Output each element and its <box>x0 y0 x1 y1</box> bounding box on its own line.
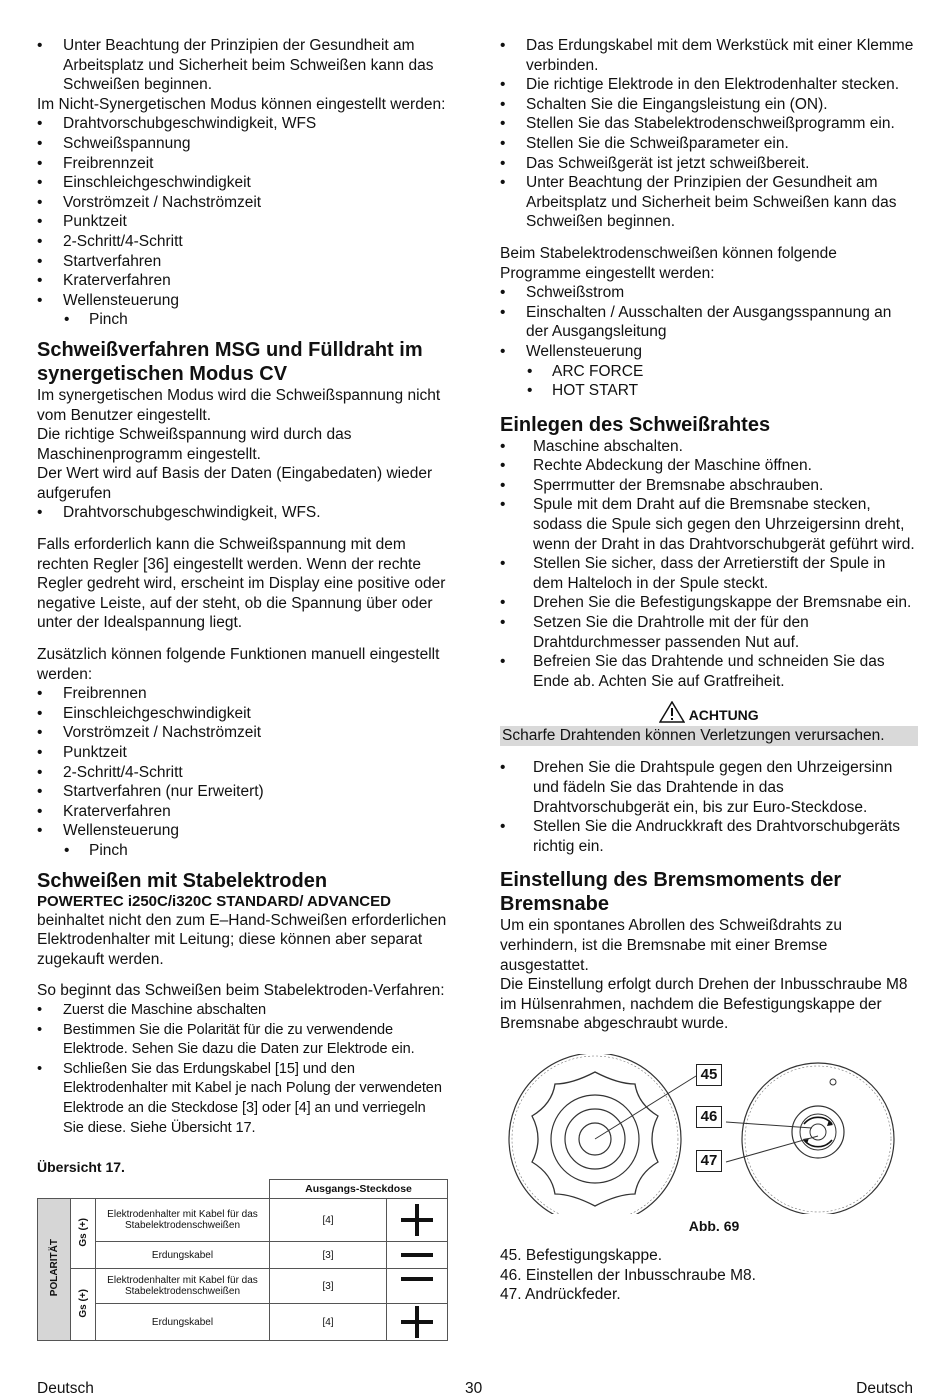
paragraph: Der Wert wird auf Basis der Daten (Eingabedaten) wieder aufgerufen <box>37 465 433 502</box>
stick-steps-list-cont <box>500 36 918 232</box>
list-item: • 2-Schritt/4-Schritt <box>37 763 449 783</box>
paragraph: Im Nicht-Synergetischen Modus können eingestellt werden: <box>37 95 446 113</box>
warning-icon <box>659 701 685 723</box>
list-item: • Startverfahren (nur Erweitert) <box>37 782 449 802</box>
figure-caption: Abb. 69 <box>688 1217 740 1234</box>
list-item: • ARC FORCE <box>500 362 918 382</box>
wire-loading-list <box>500 437 918 692</box>
list-item: • Pinch <box>37 310 449 330</box>
list-item: • 2-Schritt/4-Schritt <box>37 232 449 252</box>
stick-steps-list <box>37 1001 449 1138</box>
table-caption: Übersicht 17. <box>37 1159 125 1176</box>
list-item: • Einschalten / Ausschalten der Ausgangsspannung an der Ausgangsleitung <box>500 303 918 342</box>
figure-label: 46 <box>696 1106 722 1128</box>
list-item: • Freibrennen <box>37 684 449 704</box>
list-item: • Schalten Sie die Eingangsleistung ein (ON). <box>500 95 918 115</box>
table-header: Ausgangs-Steckdose <box>270 1180 448 1199</box>
minus-icon <box>387 1269 448 1304</box>
list-item: • Bestimmen Sie die Polarität für die zu verwendende Elektrode. Sehen Sie dazu die Daten zur Elektrode ein. <box>37 1021 449 1060</box>
page-number: 30 <box>465 1380 483 1397</box>
sub-list <box>37 841 449 861</box>
table-cell: Erdungskabel <box>96 1242 270 1269</box>
legend-item: 46. Einstellen der Inbusschraube M8. <box>500 1266 756 1284</box>
paragraph: Die richtige Schweißspannung wird durch das Maschinenprogramm eingestellt. <box>37 426 352 463</box>
legend-item: 45. Befestigungskappe. <box>500 1246 663 1264</box>
stick-program-list <box>500 283 918 361</box>
list-item: • Stellen Sie das Stabelektrodenschweißprogramm ein. <box>500 114 918 134</box>
manual-list <box>37 684 449 841</box>
group-cell: Gs (+) <box>71 1199 96 1269</box>
brake-hub-figure <box>500 1054 918 1214</box>
sub-list <box>37 310 449 330</box>
list-item: • Punktzeit <box>37 743 449 763</box>
list-item: • Freibrennzeit <box>37 154 449 174</box>
plus-icon <box>387 1304 448 1341</box>
list-item: • Stellen Sie die Andruckkraft des Drahtvorschubgeräts richtig ein. <box>500 817 918 856</box>
paragraph: Beim Stabelektrodenschweißen können folgende Programme eingestellt werden: <box>500 244 837 282</box>
list-item: • Startverfahren <box>37 252 449 272</box>
list-item: • Stellen Sie die Schweißparameter ein. <box>500 134 918 154</box>
list-item: • Schweißspannung <box>37 134 449 154</box>
paragraph: Im synergetischen Modus wird die Schweißspannung nicht vom Benutzer eingestellt. <box>37 386 441 424</box>
list-item: • Spule mit dem Draht auf die Bremsnabe stecken, sodass die Spule sich gegen den Uhrzeigersinn dreht, wenn der Draht in das Drahtvorschubgerät geführt wird. <box>500 495 918 554</box>
table-cell: [4] <box>270 1304 387 1341</box>
non-synergic-list <box>37 114 449 310</box>
list-item: • Punktzeit <box>37 212 449 232</box>
list-item: • Vorströmzeit / Nachströmzeit <box>37 193 449 213</box>
list-item: • Maschine abschalten. <box>500 437 918 457</box>
table-cell: [4] <box>270 1199 387 1242</box>
footer-language-left: Deutsch <box>37 1380 94 1397</box>
list-item: • Wellensteuerung <box>37 821 449 841</box>
list-item: • Einschleichgeschwindigkeit <box>37 173 449 193</box>
list-item: • Kraterverfahren <box>37 271 449 291</box>
figure-label: 47 <box>696 1150 722 1172</box>
warning-box: Scharfe Drahtenden können Verletzungen verursachen. <box>500 726 918 746</box>
list-item: • Drahtvorschubgeschwindigkeit, WFS. <box>37 503 449 523</box>
paragraph: Die Einstellung erfolgt durch Drehen der Inbusschraube M8 im Hülsenrahmen, nachdem die Befestigungskappe der Bremsnabe abgeschraubt wurde. <box>500 976 908 1033</box>
list-item: • Kraterverfahren <box>37 802 449 822</box>
table-cell: [3] <box>270 1269 387 1304</box>
list-item: • HOT START <box>500 381 918 401</box>
table-cell: Elektrodenhalter mit Kabel für das Stabelektrodenschweißen <box>96 1269 270 1304</box>
polarity-table <box>37 1179 448 1341</box>
group-cell: Gs (+) <box>71 1269 96 1341</box>
list-item: • Drahtvorschubgeschwindigkeit, WFS <box>37 114 449 134</box>
paragraph: Falls erforderlich kann die Schweißspannung mit dem rechten Regler [36] eingestellt werden. Wenn der rechte Regler gedreht wird, erscheint im Display eine positive oder negative Leiste, auf der steht, ob die Spannung über oder unter der Idealspannung liegt. <box>37 536 446 632</box>
synergic-list <box>37 503 449 523</box>
list-item: • Die richtige Elektrode in den Elektrodenhalter stecken. <box>500 75 918 95</box>
legend-item: 47. Andrückfeder. <box>500 1286 621 1304</box>
list-item: • Schließen Sie das Erdungskabel [15] und den Elektrodenhalter mit Kabel je nach Polung der verwendeten Elektrode an die Steckdose [3] oder [4] an und verriegeln Sie diese. Siehe Übersicht 17. <box>37 1060 449 1138</box>
list-item: • Drehen Sie die Befestigungskappe der Bremsnabe ein. <box>500 593 918 613</box>
paragraph: beinhaltet nicht den zum E–Hand-Schweißen erforderlichen Elektrodenhalter mit Leitung; diese können aber separat zugekauft werden. <box>37 911 447 968</box>
list-item: • Stellen Sie sicher, dass der Arretierstift der Spule in dem Halteloch in der Spule steckt. <box>500 554 918 593</box>
paragraph: Zusätzlich können folgende Funktionen manuell eingestellt werden: <box>37 646 440 683</box>
right-column <box>500 36 918 1305</box>
section-heading: Schweißen mit Stabelektroden <box>37 869 328 892</box>
list-item: • Wellensteuerung <box>37 291 449 311</box>
list-item: • Pinch <box>37 841 449 861</box>
list-item: • Unter Beachtung der Prinzipien der Gesundheit am Arbeitsplatz und Sicherheit beim Schweißen kann das Schweißen beginnen. <box>37 36 449 95</box>
list-item: • Schweißstrom <box>500 283 918 303</box>
section-heading: Einlegen des Schweißrahtes <box>500 413 771 436</box>
paragraph: So beginnt das Schweißen beim Stabelektroden-Verfahren: <box>37 982 445 1000</box>
polarity-cell: POLARITÄT <box>38 1199 71 1341</box>
list-item: • Das Schweißgerät ist jetzt schweißbereit. <box>500 154 918 174</box>
paragraph: Um ein spontanes Abrollen des Schweißdrahts zu verhindern, ist die Bremsnabe mit einer Bremse ausgestattet. <box>500 917 843 974</box>
table-cell: Erdungskabel <box>96 1304 270 1341</box>
list-item: • Drehen Sie die Drahtspule gegen den Uhrzeigersinn und fädeln Sie das Drahtende in das Drahtvorschubgerät ein, bis zur Euro-Steckdose. <box>500 758 918 817</box>
list-item: • Sperrmutter der Bremsnabe abschrauben. <box>500 476 918 496</box>
list-item: • Wellensteuerung <box>500 342 918 362</box>
wire-loading-list-2 <box>500 758 918 856</box>
list-item: • Unter Beachtung der Prinzipien der Gesundheit am Arbeitsplatz und Sicherheit beim Schweißen kann das Schweißen beginnen. <box>500 173 918 232</box>
minus-icon <box>387 1242 448 1269</box>
sub-list <box>500 362 918 401</box>
plus-icon <box>387 1199 448 1242</box>
model-name: POWERTEC i250C/i320C STANDARD/ ADVANCED <box>37 892 391 910</box>
footer-language-right: Deutsch <box>856 1380 913 1397</box>
list-item: • Rechte Abdeckung der Maschine öffnen. <box>500 456 918 476</box>
list-item: • Zuerst die Maschine abschalten <box>37 1001 449 1021</box>
list-item: • Das Erdungskabel mit dem Werkstück mit einer Klemme verbinden. <box>500 36 918 75</box>
figure-label: 45 <box>696 1064 722 1086</box>
table-cell: Elektrodenhalter mit Kabel für das Stabelektrodenschweißen <box>96 1199 270 1242</box>
list-item: • Setzen Sie die Drahtrolle mit der für den Drahtdurchmesser passenden Nut auf. <box>500 613 918 652</box>
list-item: • Befreien Sie das Drahtende und schneiden Sie das Ende ab. Achten Sie auf Gratfreiheit. <box>500 652 918 691</box>
warning-title: ACHTUNG <box>500 701 918 725</box>
section-heading: Schweißverfahren MSG und Fülldraht im synergetischen Modus CV <box>37 338 423 385</box>
intro-list <box>37 36 449 95</box>
left-column <box>37 36 449 1341</box>
list-item: • Vorströmzeit / Nachströmzeit <box>37 723 449 743</box>
list-item: • Einschleichgeschwindigkeit <box>37 704 449 724</box>
table-cell: [3] <box>270 1242 387 1269</box>
section-heading: Einstellung des Bremsmoments der Bremsnabe <box>500 869 842 916</box>
